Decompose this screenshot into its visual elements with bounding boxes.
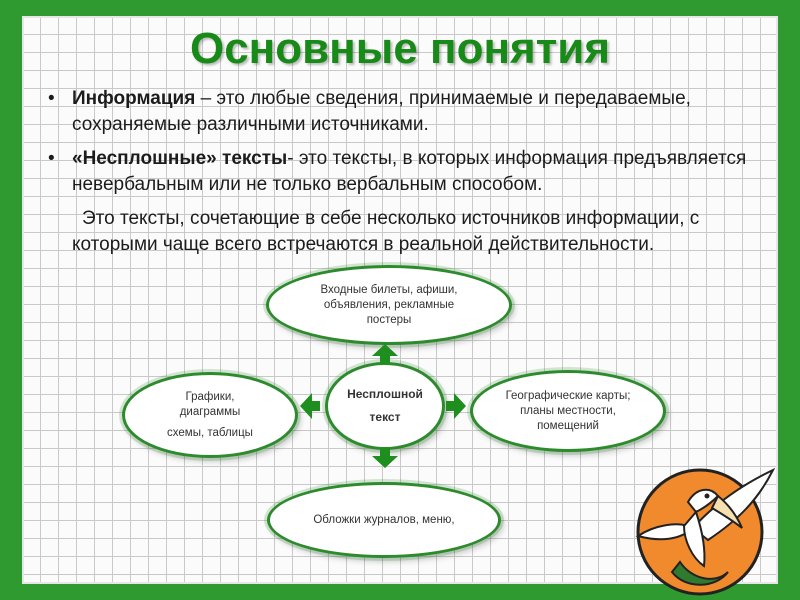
explanation-paragraph [42, 206, 752, 258]
left-arrow-icon [300, 393, 320, 419]
diagram-node-top [266, 265, 512, 345]
bullet-dot-icon: • [48, 148, 55, 169]
node-left-line1: Графики, [185, 390, 235, 403]
node-top-line3: постеры [366, 313, 412, 326]
node-top-line2: объявления, рекламные [323, 298, 455, 311]
bullet-noncontinuous-texts [42, 146, 752, 198]
node-center-line2: текст [369, 410, 401, 424]
diagram-node-center [325, 362, 445, 450]
node-center-line1: Несплошной [347, 387, 423, 401]
bullet-term: Информация [72, 88, 196, 109]
bullet-dot-icon: • [48, 88, 55, 109]
node-right-line2: планы местности, [520, 404, 616, 417]
bullet-text: – это любые сведения, принимаемые и передаваемые, сохраняемые различными источниками. [72, 88, 691, 135]
bullet-text: - это тексты, в которых информация предъявляется невербальным или не только вербальным способом. [72, 148, 747, 195]
diagram-node-bottom [267, 482, 501, 558]
node-bottom-line1: Обложки журналов, меню, [313, 513, 455, 526]
right-arrow-icon [446, 393, 466, 419]
slide-title: Основные понятия [189, 24, 611, 73]
bullet-term: «Несплошные» тексты [72, 148, 288, 169]
pelican-logo-icon [598, 430, 778, 600]
node-right-line1: Географические карты; [505, 389, 631, 402]
down-arrow-icon [372, 448, 398, 468]
diagram-node-left [122, 372, 298, 458]
node-top-line1: Входные билеты, афиши, [320, 283, 458, 296]
node-left-line3: схемы, таблицы [167, 426, 253, 439]
node-left-line2: диаграммы [179, 405, 241, 418]
node-right-line3: помещений [537, 419, 599, 432]
bullet-list [42, 86, 752, 258]
up-arrow-icon [372, 344, 398, 364]
explanation-text: Это тексты, сочетающие в себе несколько источников информации, с которыми чаще всего встречаются в реальной действительности. [72, 208, 700, 255]
bullet-information [42, 86, 752, 138]
